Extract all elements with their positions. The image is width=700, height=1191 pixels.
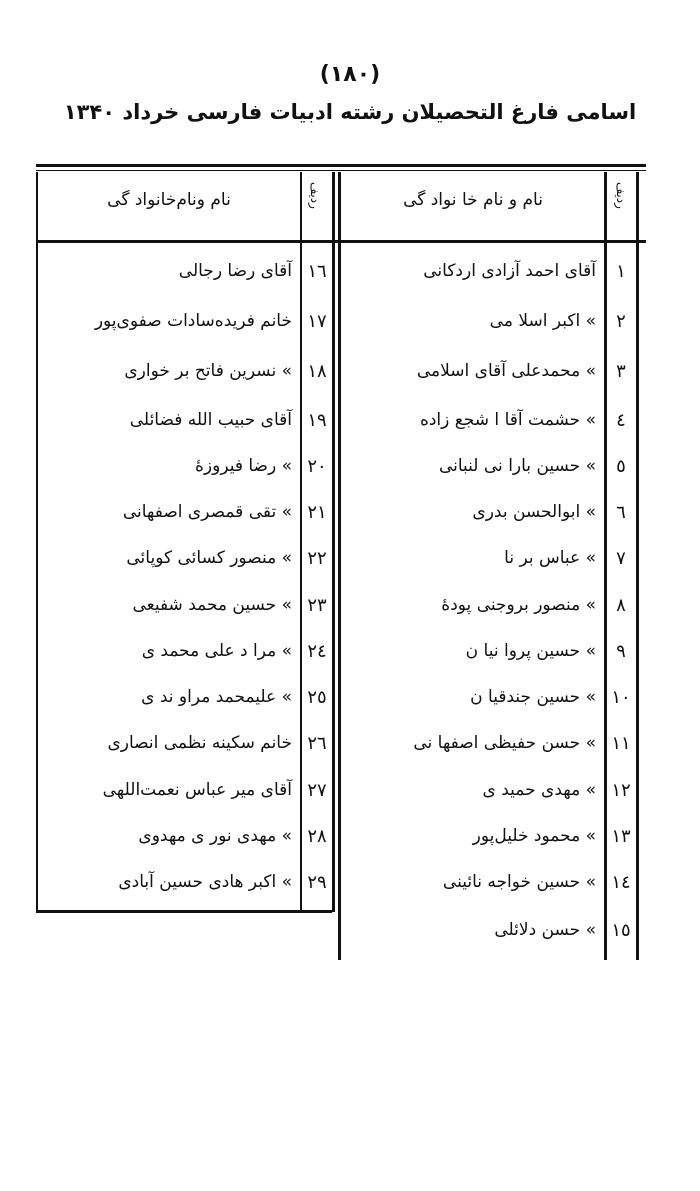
row-name: خانم سکینه نظمی انصاری <box>107 733 292 753</box>
row-number: ۲٥ <box>307 687 327 708</box>
row-name: » اکبر هادی حسین آبادی <box>118 872 292 892</box>
row-name: » حسن دلائلی <box>494 920 596 940</box>
row-name: » حسین پروا نیا ن <box>465 641 596 661</box>
row-name: » مهدی نور ی مهدوی <box>138 826 292 846</box>
row-number: ٧ <box>616 548 626 569</box>
row-number: ۲۰ <box>307 456 327 477</box>
row-number: ۲٨ <box>307 826 327 847</box>
row-number: ۱٨ <box>307 361 327 382</box>
row-name: » حسین محمد شفیعی <box>132 595 292 615</box>
page-number: (۱۸۰) <box>319 62 381 87</box>
header-bottom-rule <box>36 240 646 243</box>
row-number: ۱۳ <box>611 826 631 847</box>
header-name-right: نام و نام خا نواد گی <box>403 190 543 210</box>
row-name: آقای میر عباس نعمت‌اللهی <box>102 780 292 800</box>
row-name: » حسن حفیظی اصفها نی <box>413 733 596 753</box>
row-number: ٤ <box>616 410 626 431</box>
row-name: » ابوالحسن بدری <box>472 502 596 522</box>
row-name: » محمدعلی آقای اسلامی <box>416 361 596 381</box>
row-number: ۲۳ <box>307 595 327 616</box>
row-number: ٥ <box>616 456 626 477</box>
row-number: ۱٥ <box>611 920 631 941</box>
header-radif-right: ردیف <box>614 182 628 209</box>
row-name: » مهدی حمید ی <box>482 780 596 800</box>
left-radif-line <box>300 172 302 912</box>
row-number: ۱۰ <box>611 687 631 708</box>
row-number: ۲٩ <box>307 872 327 893</box>
row-name: » عباس بر نا <box>504 548 596 568</box>
row-name: » علیمحمد مراو ند ی <box>141 687 292 707</box>
row-number: ٩ <box>616 641 626 662</box>
row-number: ۲٧ <box>307 780 327 801</box>
graduates-table <box>36 164 646 964</box>
row-name: آقای احمد آزادی اردکانی <box>423 261 596 281</box>
row-number: ۱٧ <box>307 311 327 332</box>
header-name-left: نام ونام‌خانواد گی <box>107 190 231 210</box>
row-name: » رضا فیروزهٔ <box>195 456 292 476</box>
row-name: » حسین بارا نی لنبانی <box>438 456 596 476</box>
row-number: ۲۱ <box>307 502 327 523</box>
left-bottom-rule <box>36 910 332 913</box>
row-number: ۲٦ <box>307 733 327 754</box>
row-number: ۱٤ <box>611 872 631 893</box>
left-outer-line <box>36 172 38 912</box>
row-number: ۳ <box>616 361 626 382</box>
row-number: ۲ <box>616 311 626 332</box>
row-number: ۱۲ <box>611 780 631 801</box>
center-divider-line <box>338 172 341 960</box>
row-name: » نسرین فاتح بر خواری <box>124 361 292 381</box>
row-number: ۱ <box>616 261 626 282</box>
row-number: ٨ <box>616 595 626 616</box>
row-name: » محمود خلیل‌پور <box>472 826 596 846</box>
table-top-rule-2 <box>36 170 646 171</box>
row-number: ۲٤ <box>307 641 327 662</box>
row-number: ۲۲ <box>307 548 327 569</box>
row-name: » حشمت آقا ا شجع زاده <box>419 410 596 430</box>
row-name: » حسین خواجه نائینی <box>442 872 596 892</box>
page-title: اسامی فارغ التحصیلان رشته ادبیات فارسی خرداد ۱۳۴۰ <box>63 100 637 124</box>
row-number: ٦ <box>616 502 626 523</box>
row-name: » اکبر اسلا می <box>489 311 596 331</box>
row-name: » مرا د علی محمد ی <box>141 641 292 661</box>
left-inner-line <box>332 172 335 912</box>
header-radif-left: ردیف <box>308 182 322 209</box>
row-number: ۱٦ <box>307 261 327 282</box>
row-name: خانم فریده‌سادات صفوی‌پور <box>94 311 292 331</box>
row-number: ۱٩ <box>307 410 327 431</box>
row-name: آقای رضا رجالی <box>178 261 292 281</box>
row-number: ۱۱ <box>611 733 631 754</box>
table-top-rule <box>36 164 646 167</box>
row-name: » منصور بروجنی پودهٔ <box>441 595 596 615</box>
row-name: » منصور کسائی کوپائی <box>126 548 292 568</box>
row-name: » تقی قمصری اصفهانی <box>122 502 292 522</box>
row-name: آقای حبیب الله فضائلی <box>129 410 292 430</box>
row-name: » حسین جندقیا ن <box>470 687 596 707</box>
